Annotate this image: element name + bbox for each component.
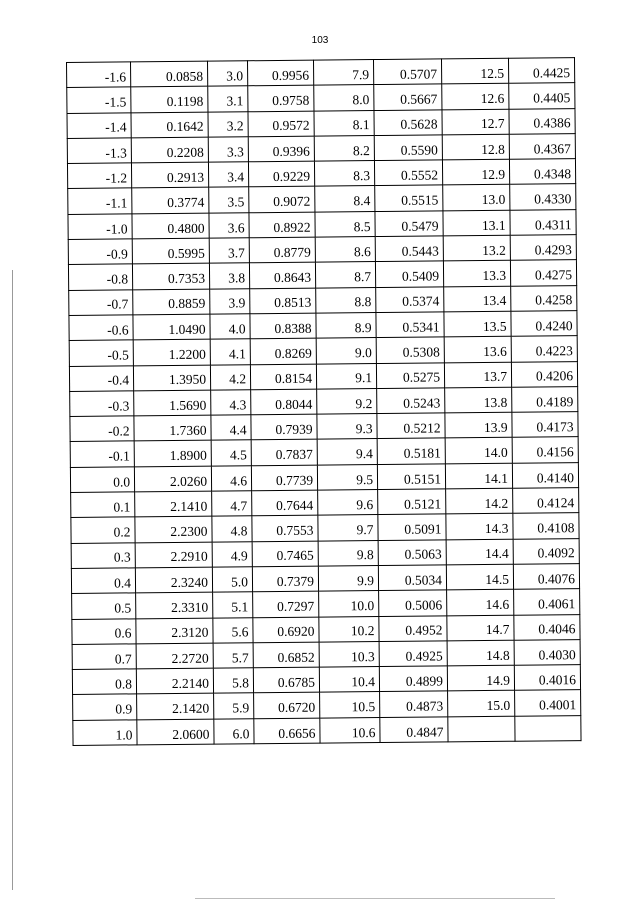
table-cell: 14.5 [446,564,513,590]
table-cell: 2.3310 [136,592,213,618]
table-cell: 12.8 [442,134,509,160]
table-cell: -0.1 [70,441,134,467]
table-cell: 0.7465 [252,541,318,567]
table-cell: 0.1642 [131,112,208,138]
table-cell: 0.7 [72,644,136,670]
table-cell: 0.5181 [377,438,445,464]
table-cell: 0.4156 [512,437,578,463]
table-cell: 0.4386 [509,108,575,134]
table-cell: 0.4925 [379,641,447,667]
table-cell: 0.5063 [378,540,446,566]
table-cell: -0.4 [69,365,133,391]
table-cell: 10.2 [319,616,379,642]
table-cell: 5.6 [213,617,253,643]
table-cell: 14.6 [447,589,514,615]
table-cell: 1.2200 [133,339,210,365]
table-cell: 4.6 [211,465,251,491]
table-cell: 8.0 [314,85,374,111]
table-cell: 14.8 [447,640,514,666]
table-cell: 14.7 [447,615,514,641]
table-cell: 12.5 [441,58,508,84]
table-cell: 0.5151 [377,464,445,490]
table-cell: 0.7644 [252,490,318,516]
table-cell: 4.2 [210,364,250,390]
table-cell: 3.0 [207,61,247,87]
table-cell: 0.7353 [132,264,209,290]
table-cell: 0.8513 [250,288,316,314]
table-cell: 0.4124 [513,488,579,514]
table-cell: 0.4425 [508,58,574,84]
table-cell: 0.6720 [254,693,320,719]
table-cell: 9.8 [318,540,378,566]
table-cell: 1.0 [73,720,137,746]
table-cell: 0.5275 [376,362,444,388]
table-cell: 0.5552 [374,160,442,186]
table-cell: 8.3 [314,161,374,187]
table-cell: -1.6 [67,62,131,88]
table-cell: -1.0 [68,214,132,240]
table-cell: 0.5667 [374,84,442,110]
table-cell: 0.4030 [514,639,580,665]
table-cell: 4.3 [211,390,251,416]
margin-rule [12,270,13,890]
table-cell: 0.4275 [510,260,576,286]
table-cell: 8.2 [314,135,374,161]
table-cell: 0.4873 [380,691,448,717]
table-cell: 0.4189 [512,386,578,412]
table-cell: 14.1 [445,463,512,489]
table-cell: 12.6 [442,84,509,110]
table-cell: 5.1 [213,592,253,618]
table-cell: 13.3 [443,261,510,287]
table-cell: 7.9 [313,60,373,86]
table-cell: 9.4 [317,439,377,465]
table-cell: 4.4 [211,415,251,441]
table-cell: 0.5212 [377,413,445,439]
table-cell: 0.5374 [376,287,444,313]
table-cell: 0.6920 [253,617,319,643]
table-cell: 14.3 [446,514,513,540]
table-cell: 10.3 [319,641,379,667]
table-cell: 9.0 [316,338,376,364]
table-cell: 2.2300 [135,516,212,542]
table-cell: 0.4952 [379,615,447,641]
table-cell: 0.8269 [250,338,316,364]
table-cell: 0.4076 [513,564,579,590]
table-cell: 5.8 [213,668,253,694]
table-cell: 0.7553 [252,515,318,541]
table-cell: 0.7379 [252,566,318,592]
table-cell: 13.1 [443,210,510,236]
table-cell: 14.0 [445,438,512,464]
table-cell: 15.0 [448,691,515,717]
table-cell: 0.4899 [379,666,447,692]
data-table [66,57,582,746]
table-cell: 0.0858 [131,61,208,87]
table-cell: 2.0260 [134,466,211,492]
table-cell: 13.6 [444,337,511,363]
table-cell: -1.4 [67,112,131,138]
table-cell: -0.2 [70,416,134,442]
table-cell: 13.7 [444,362,511,388]
table-cell: 0.6852 [253,642,319,668]
table-cell: -0.7 [69,290,133,316]
table-cell: 3.3 [208,137,248,163]
table-cell: 8.8 [316,287,376,313]
table-cell: 0.9 [73,694,137,720]
table-cell: -1.3 [67,138,131,164]
table-cell: 0.4223 [511,336,577,362]
table-cell: 2.2720 [136,643,213,669]
table-cell: 0.9229 [248,161,314,187]
table-cell: 1.3950 [133,365,210,391]
table-cell: 0.4240 [511,311,577,337]
table-cell: 0.8388 [250,313,316,339]
table-cell: 0.5628 [374,109,442,135]
table-cell: 3.4 [208,162,248,188]
table-cell: 0.5006 [379,590,447,616]
bottom-rule [195,898,555,899]
table-cell: 10.5 [320,692,380,718]
table-cell: 8.4 [315,186,375,212]
table-cell: 0.2913 [131,162,208,188]
table-cell: 9.7 [318,515,378,541]
table-cell: 0.4405 [509,83,575,109]
table-cell: 1.8900 [134,441,211,467]
table-cell: -1.1 [68,188,132,214]
table-cell: 0.1 [71,492,135,518]
table-cell: 0.8859 [133,289,210,315]
table-cell [448,716,515,742]
table-cell: 0.4001 [515,690,581,716]
table-cell: 5.9 [214,693,254,719]
table-cell: 9.2 [317,388,377,414]
table-cell: -0.5 [69,340,133,366]
table-cell: 3.2 [208,111,248,137]
table-cell: 0.5443 [375,236,443,262]
table-cell: 2.3240 [135,567,212,593]
table-cell: 0.4367 [509,134,575,160]
table-cell: 14.2 [446,488,513,514]
table-cell: 0.7837 [251,440,317,466]
table-cell: 9.1 [316,363,376,389]
table-cell: 2.1420 [137,694,214,720]
table-cell: 0.8 [72,669,136,695]
table-cell: 3.7 [209,238,249,264]
table-cell: 0.7739 [251,465,317,491]
table-cell: 1.5690 [134,390,211,416]
table-cell: 13.5 [444,311,511,337]
table-cell: 3.9 [210,288,250,314]
table-cell: 0.8922 [249,212,315,238]
table-cell: 0.4348 [509,159,575,185]
table-cell: 0.4293 [510,235,576,261]
table-cell: 10.4 [319,667,379,693]
table-cell: 3.1 [208,86,248,112]
table-cell: 3.8 [209,263,249,289]
table-cell: 0.4 [71,568,135,594]
table-cell: 2.2910 [135,542,212,568]
table-cell: 13.2 [443,235,510,261]
table-cell: 0.7297 [253,591,319,617]
table-cell: 2.1410 [135,491,212,517]
table-cell: 14.9 [447,665,514,691]
table-cell: 4.1 [210,339,250,365]
table-cell: 0.5341 [376,312,444,338]
table-cell: 13.0 [443,185,510,211]
table-cell: 13.4 [444,286,511,312]
table-cell: 8.9 [316,313,376,339]
table-cell: 4.0 [210,314,250,340]
table-cell: 0.5409 [375,261,443,287]
table-cell: 0.6656 [254,718,320,744]
table-cell: 0.5 [72,593,136,619]
table-cell: 9.6 [318,490,378,516]
table-cell: -0.3 [70,391,134,417]
table-cell: 0.5091 [378,514,446,540]
table-cell: 0.6785 [253,667,319,693]
table-cell: 9.9 [318,565,378,591]
table-cell: 2.0600 [137,719,214,745]
table-cell: 0.4258 [511,285,577,311]
table-cell: 0.5308 [376,337,444,363]
table-cell: 9.3 [317,414,377,440]
table-cell: 0.0 [70,467,134,493]
table-cell: 1.0490 [133,314,210,340]
table-cell: 0.5995 [132,238,209,264]
table-cell: 0.5707 [373,59,441,85]
table-cell: 0.8643 [249,262,315,288]
table-cell: 0.9396 [248,136,314,162]
table-cell: 0.4847 [380,717,448,743]
table-cell: 3.6 [209,213,249,239]
table-cell: 0.3774 [132,188,209,214]
table-cell: 0.8779 [249,237,315,263]
table-cell: 0.4311 [510,209,576,235]
table-cell: 0.4108 [513,513,579,539]
table-cell: 0.5243 [377,388,445,414]
table-cell: -0.6 [69,315,133,341]
table-cell: 5.0 [212,567,252,593]
table-cell: 0.4800 [132,213,209,239]
table-cell: 3.5 [209,187,249,213]
table-cell: 6.0 [214,718,254,744]
data-table-container [66,57,582,746]
table-body [67,58,582,746]
table-cell: 9.5 [317,464,377,490]
table-cell: 5.7 [213,643,253,669]
table-cell [515,715,581,741]
table-cell: 0.4016 [514,665,580,691]
table-cell: 0.7939 [251,414,317,440]
table-cell: 0.1198 [131,86,208,112]
table-cell: 2.3120 [136,618,213,644]
table-cell: 0.5590 [374,135,442,161]
table-cell: 0.3 [71,542,135,568]
table-cell: 0.9956 [247,60,313,86]
table-cell: 0.4173 [512,412,578,438]
table-cell: 0.5034 [378,565,446,591]
table-cell: 10.6 [320,717,380,743]
table-cell: 2.2140 [136,668,213,694]
table-cell: 0.5479 [375,211,443,237]
table-cell: 0.4206 [511,361,577,387]
table-cell: -1.5 [67,87,131,113]
table-cell: 0.8044 [251,389,317,415]
table-cell: 0.4046 [514,614,580,640]
table-cell: 13.9 [445,412,512,438]
table-cell: 12.7 [442,109,509,135]
table-cell: 0.4140 [512,462,578,488]
table-cell: 4.9 [212,541,252,567]
table-cell: 14.4 [446,539,513,565]
table-cell: 0.9072 [249,187,315,213]
table-cell: 0.4092 [513,538,579,564]
table-cell: 8.7 [315,262,375,288]
table-cell: 0.8154 [250,364,316,390]
table-cell: 10.0 [319,591,379,617]
table-cell: 8.6 [315,237,375,263]
table-cell: 4.5 [211,440,251,466]
table-cell: 4.8 [212,516,252,542]
table-row [73,715,581,745]
table-cell: 13.8 [445,387,512,413]
table-cell: 0.4330 [510,184,576,210]
page-number: 103 [311,35,329,46]
table-cell: -0.8 [68,264,132,290]
table-cell: 0.2208 [131,137,208,163]
table-cell: 0.5515 [375,185,443,211]
table-cell: 0.6 [72,618,136,644]
table-cell: 0.4061 [514,589,580,615]
table-cell: 8.5 [315,211,375,237]
table-cell: 4.7 [212,491,252,517]
table-cell: -1.2 [67,163,131,189]
table-cell: -0.9 [68,239,132,265]
table-cell: 0.9572 [248,111,314,137]
table-cell: 0.9758 [248,85,314,111]
table-cell: 1.7360 [134,415,211,441]
table-cell: 8.1 [314,110,374,136]
table-cell: 0.5121 [378,489,446,515]
table-cell: 0.2 [71,517,135,543]
table-cell: 12.9 [442,159,509,185]
